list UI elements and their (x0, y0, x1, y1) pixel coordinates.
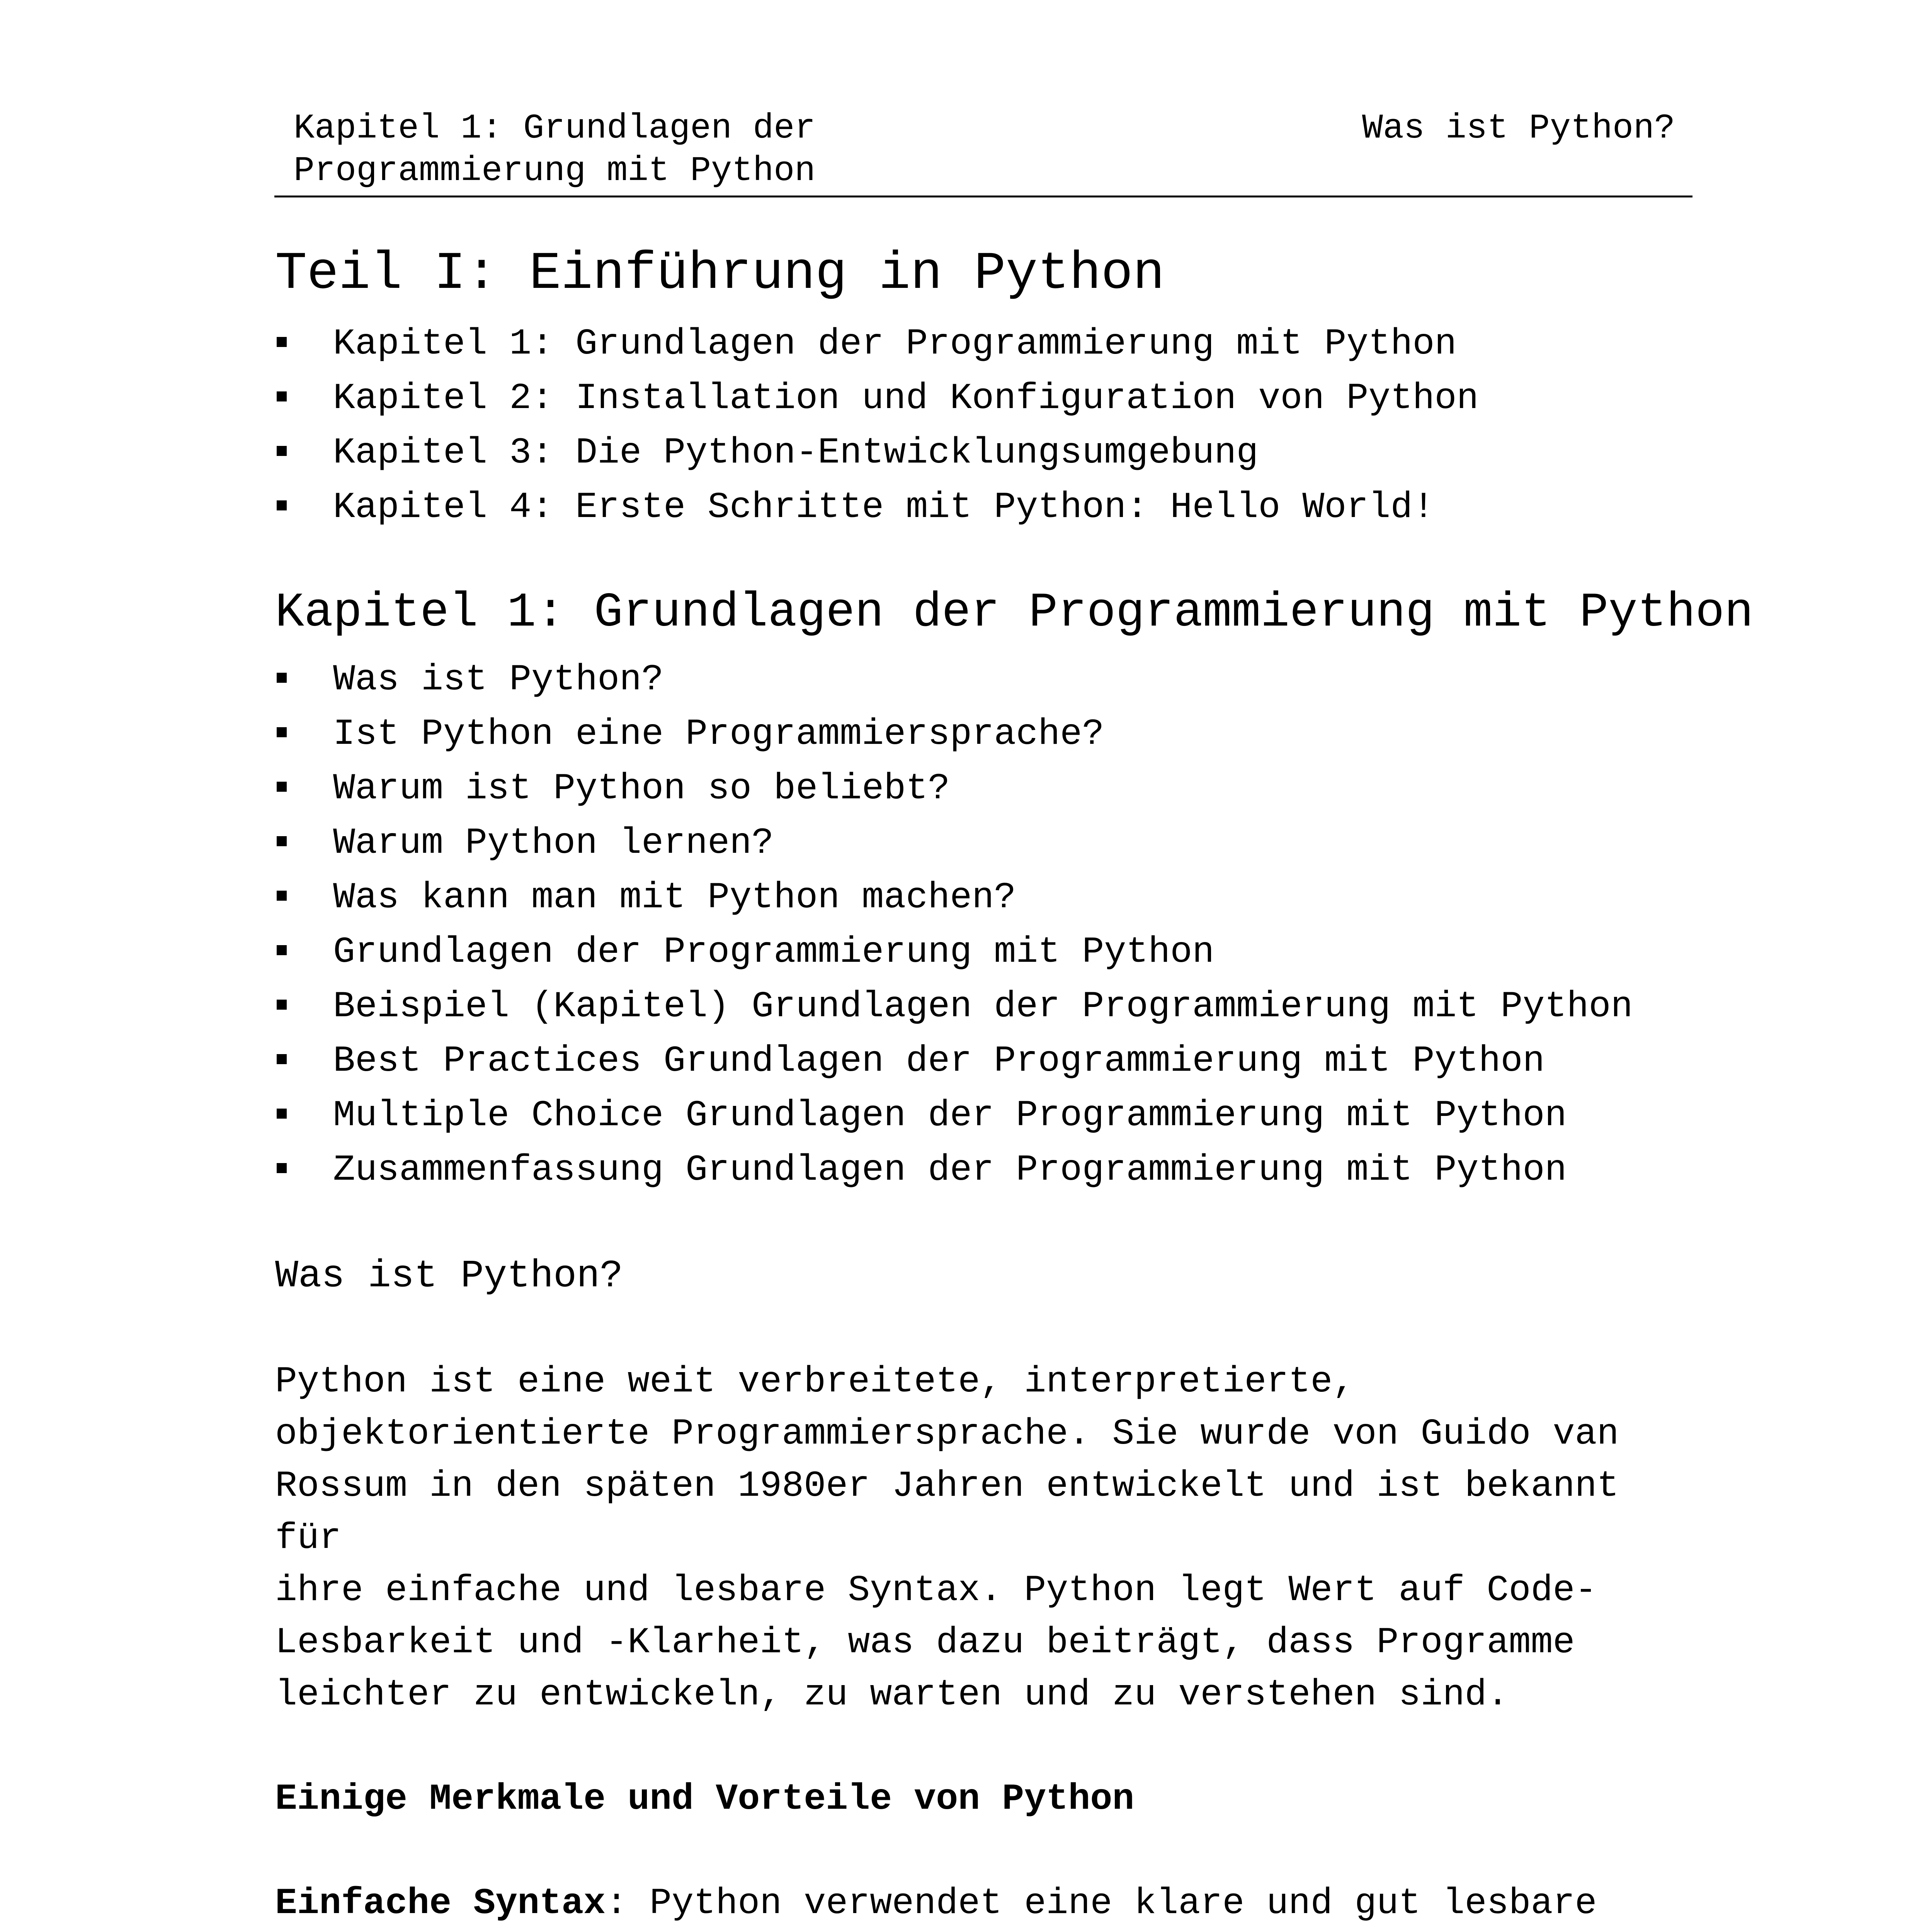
feature-text: : Python verwendet eine klare und gut lesbare (606, 1883, 1597, 1924)
chapter-contents-list (275, 653, 1705, 1197)
square-bullet-icon (277, 782, 287, 792)
list-item: Ist Python eine Programmiersprache? (275, 707, 1705, 762)
list-item: Kapitel 2: Installation und Konfiguration von Python (275, 371, 1705, 426)
square-bullet-icon (277, 891, 287, 901)
square-bullet-icon (277, 1054, 287, 1064)
section-title: Was ist Python? (275, 1255, 623, 1298)
list-item: Zusammenfassung Grundlagen der Programmierung mit Python (275, 1143, 1705, 1197)
square-bullet-icon (277, 727, 287, 737)
list-item: Was kann man mit Python machen? (275, 871, 1705, 925)
list-item: Kapitel 3: Die Python-Entwicklungsumgebung (275, 426, 1705, 480)
square-bullet-icon (277, 1163, 287, 1173)
square-bullet-icon (277, 391, 287, 401)
list-item: Beispiel (Kapitel) Grundlagen der Programmierung mit Python (275, 980, 1705, 1034)
header-chapter-title-line2: Programmierung mit Python (294, 151, 816, 191)
square-bullet-icon (277, 945, 287, 955)
list-item: Kapitel 1: Grundlagen der Programmierung mit Python (275, 317, 1705, 371)
part-title: Teil I: Einführung in Python (275, 244, 1165, 304)
list-item: Best Practices Grundlagen der Programmierung mit Python (275, 1034, 1705, 1088)
square-bullet-icon (277, 446, 287, 456)
square-bullet-icon (277, 500, 287, 510)
running-header (274, 107, 1692, 197)
header-chapter-title-line1: Kapitel 1: Grundlagen der (294, 109, 816, 148)
feature-paragraph-simple-syntax (275, 1878, 1705, 1932)
header-section-title: Was ist Python? (1362, 109, 1675, 148)
features-heading: Einige Merkmale und Vorteile von Python (275, 1778, 1135, 1820)
header-chapter-title (294, 107, 815, 192)
feature-term: Einfache Syntax (275, 1883, 606, 1924)
square-bullet-icon (277, 836, 287, 846)
list-item: Grundlagen der Programmierung mit Python (275, 925, 1705, 980)
list-item: Multiple Choice Grundlagen der Programmierung mit Python (275, 1088, 1705, 1143)
list-item: Kapitel 4: Erste Schritte mit Python: Hello World! (275, 480, 1705, 535)
square-bullet-icon (277, 1109, 287, 1119)
page-content (275, 240, 1754, 1932)
list-item: Warum Python lernen? (275, 816, 1705, 871)
square-bullet-icon (277, 337, 287, 347)
list-item: Warum ist Python so beliebt? (275, 762, 1705, 816)
list-item: Was ist Python? (275, 653, 1705, 707)
part-contents-list (275, 317, 1705, 535)
section-intro-paragraph: Python ist eine weit verbreitete, interpretierte, objektorientierte Programmiersprache. Sie wurde von Guido van Rossum in den späten 1980er Jahren entwickelt und ist bekannt für ihre einfache und lesbare Syntax. Python legt Wert auf Code- Lesbarkeit und -Klarheit, was dazu beiträgt, dass Programme leichter zu entwickeln, zu warten und zu verstehen sind. (275, 1361, 1619, 1716)
square-bullet-icon (277, 673, 287, 683)
square-bullet-icon (277, 1000, 287, 1010)
chapter-title: Kapitel 1: Grundlagen der Programmierung mit Python (275, 585, 1754, 640)
